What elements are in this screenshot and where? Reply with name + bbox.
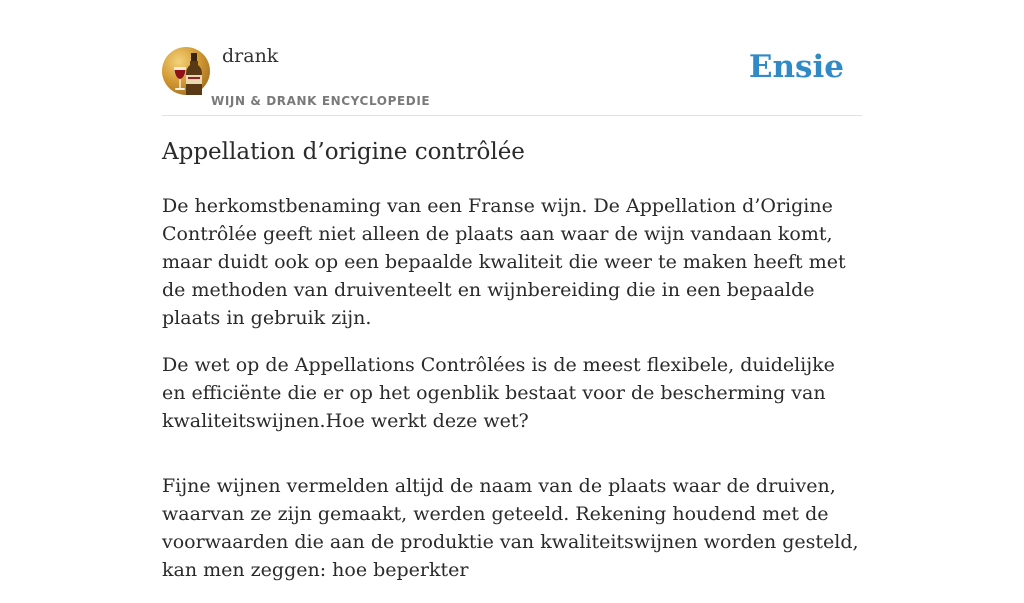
article-paragraph-2: De wet op de Appellations Contrôlées is de meest flexibele, duidelijke en efficiënte die er op het ogenblik bestaat voor de bescherming van kwaliteitswijnen.Hoe werkt deze wet? <box>162 354 835 432</box>
article-paragraph-3: Fijne wijnen vermelden altijd de naam van de plaats waar de druiven, waarvan ze zijn gemaakt, werden geteeld. Rekening houdend met de voorwaarden die aan de produktie van kwaliteitswijnen worden gesteld, kan men zeggen: hoe beperkter <box>162 475 859 581</box>
article-paragraph-1: De herkomstbenaming van een Franse wijn. De Appellation d’Origine Contrôlée geeft niet alleen de plaats aan waar de wijn vandaan komt, maar duidt ook op een bepaalde kwaliteit die weer te maken heeft met de methoden van druiventeelt en wijnbereiding die in een bepaalde plaats in gebruik zijn. <box>162 195 846 329</box>
avatar[interactable] <box>162 47 210 95</box>
wine-bottle-glass-icon <box>162 47 210 95</box>
blog-header <box>162 0 862 116</box>
article-body <box>162 192 862 603</box>
page-container <box>162 0 862 581</box>
blog-name[interactable]: drank <box>222 45 279 67</box>
blog-subtitle: WIJN & DRANK ENCYCLOPEDIE <box>211 94 431 108</box>
brand-logo[interactable]: Ensie <box>748 49 844 85</box>
page-title: Appellation d’origine contrôlée <box>162 139 525 165</box>
